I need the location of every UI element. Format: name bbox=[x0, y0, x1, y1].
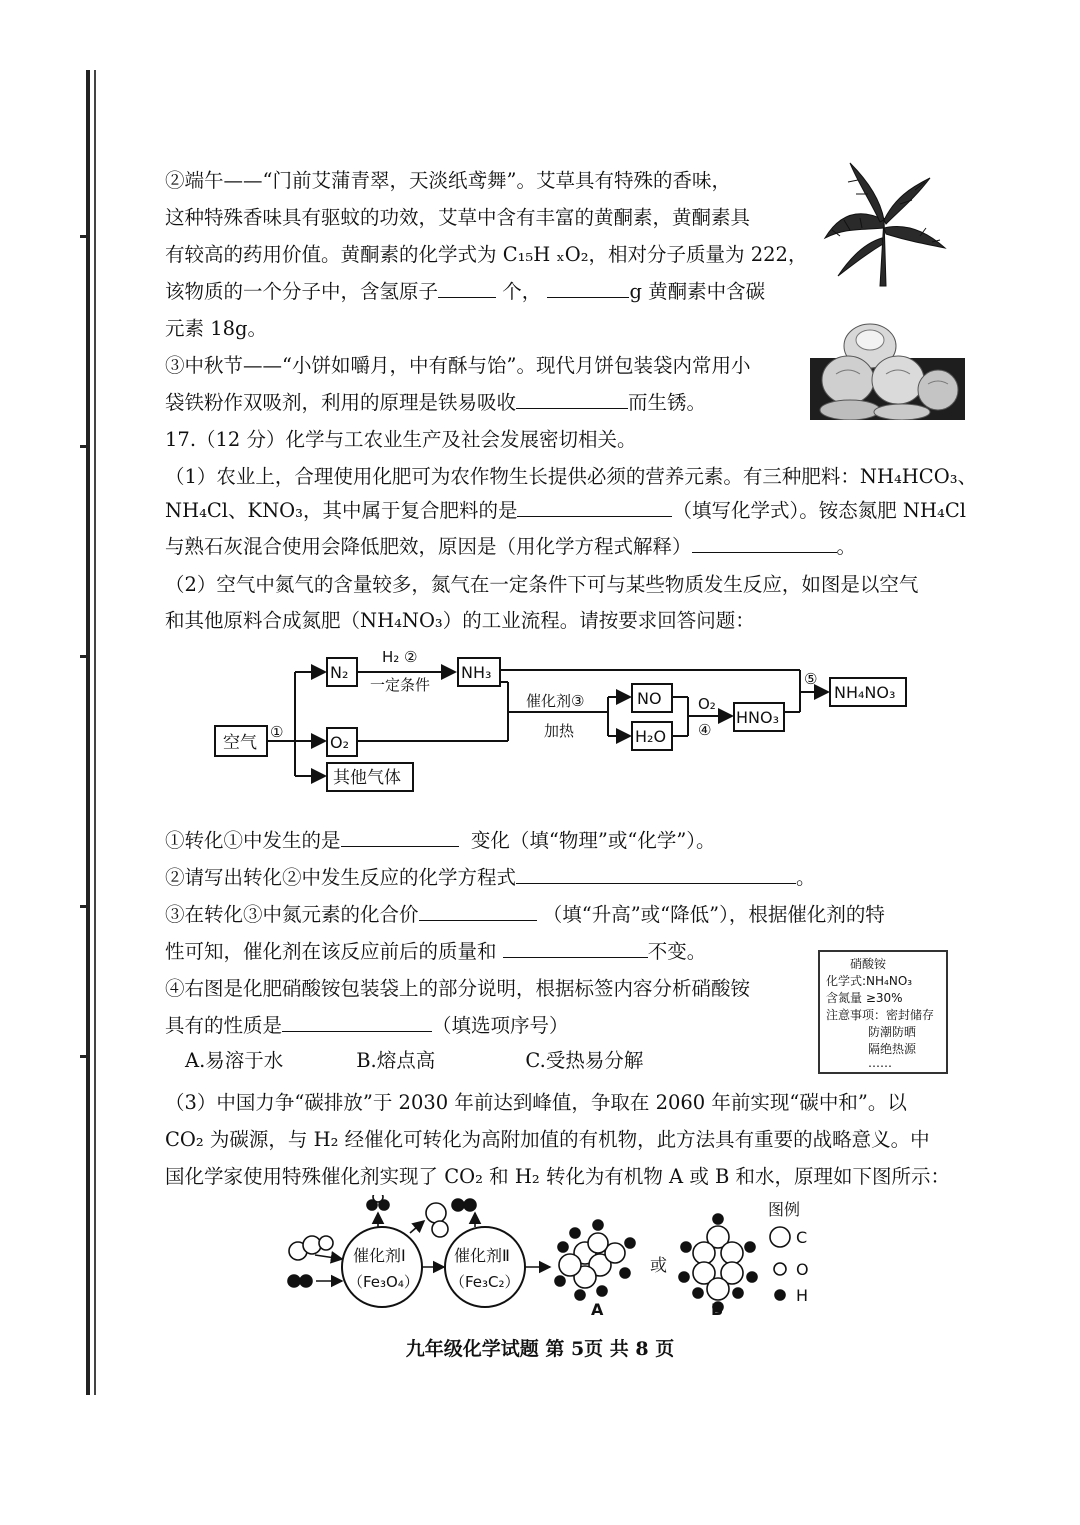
q17-sub1-text: ①转化①中发生的是 bbox=[165, 829, 341, 852]
q17-sub3 bbox=[165, 902, 885, 928]
q17-sub2 bbox=[165, 865, 816, 891]
label-nitrogen: 含氮量 ≥30% bbox=[826, 991, 903, 1005]
answer-blank-mass[interactable] bbox=[547, 279, 629, 298]
q16-p3-line2 bbox=[165, 390, 706, 416]
q17-part3-line2: CO₂ 为碳源，与 H₂ 经催化可转化为高附加值的有机物，此方法具有重要的战略意义。中 bbox=[165, 1128, 930, 1151]
flow-o2: O₂ bbox=[330, 733, 350, 752]
q17-sub1 bbox=[165, 828, 716, 854]
q17-part2-line2: 和其他原料合成氮肥（NH₄NO₃）的工业流程。请按要求回答问题： bbox=[165, 609, 755, 632]
q17-part1-line3-text: 与熟石灰混合使用会降低肥效，原因是（用化学方程式解释） bbox=[165, 535, 692, 558]
q17-sub1-end: 变化（填“物理”或“化学”）。 bbox=[470, 829, 716, 852]
fertilizer-label bbox=[818, 950, 948, 1074]
answer-blank-change-type[interactable] bbox=[341, 828, 459, 847]
q17-sub4b-end: （填选项序号） bbox=[432, 1014, 569, 1037]
mugwort-leaf-image bbox=[820, 158, 950, 288]
q16-p2-line2: 这种特殊香味具有驱蚊的功效，艾草中含有丰富的黄酮素，黄酮素具 bbox=[165, 206, 751, 229]
flow-no: NO bbox=[637, 689, 662, 708]
answer-blank-h-count[interactable] bbox=[438, 279, 496, 298]
q17-part1-line2 bbox=[165, 498, 966, 524]
flow-h2o: H₂O bbox=[635, 727, 667, 746]
q16-p3-line2-end: 而生锈。 bbox=[628, 391, 707, 414]
flow-step1: ① bbox=[270, 723, 284, 741]
mol-cat1-name: 催化剂Ⅰ bbox=[353, 1246, 406, 1265]
binding-tick bbox=[80, 235, 90, 238]
page-footer: 九年级化学试题 第 5页 共 8 页 bbox=[405, 1338, 675, 1360]
q16-p2-line4-end: g 黄酮素中含碳 bbox=[629, 280, 766, 303]
mooncake-image bbox=[810, 318, 965, 420]
q17-part2-line1: （2）空气中氮气的含量较多，氮气在一定条件下可与某些物质发生反应，如图是以空气 bbox=[165, 573, 919, 596]
q16-p3-line2-text: 袋铁粉作双吸剂，利用的原理是铁易吸收 bbox=[165, 391, 517, 414]
label-title: 硝酸铵 bbox=[850, 957, 887, 971]
q16-p2-line3: 有较高的药用价值。黄酮素的化学式为 C₁₅H ₓO₂，相对分子质量为 222， bbox=[165, 243, 808, 266]
flow-heat: 加热 bbox=[544, 722, 575, 740]
answer-blank-equation[interactable] bbox=[692, 534, 837, 553]
answer-blank-reaction2[interactable] bbox=[516, 865, 796, 884]
mol-cat2-formula: （Fe₃C₂） bbox=[450, 1273, 520, 1291]
flow-nh4no3: NH₄NO₃ bbox=[834, 683, 896, 702]
q17-part1-line2-end: （填写化学式）。铵态氮肥 NH₄Cl bbox=[672, 499, 966, 522]
option-a: A.易溶于水 bbox=[185, 1049, 284, 1072]
q17-sub3b bbox=[165, 939, 706, 965]
q17-sub3-mid: （填“升高”或“降低”），根据催化剂的特 bbox=[542, 903, 885, 926]
answer-blank-compound-fertilizer[interactable] bbox=[517, 498, 672, 517]
flow-other-gas: 其他气体 bbox=[333, 768, 401, 788]
label-note-2: 防潮防晒 bbox=[868, 1025, 917, 1039]
binding-line bbox=[86, 70, 90, 1395]
binding-tick bbox=[80, 1055, 90, 1058]
mol-label-b: B bbox=[711, 1300, 724, 1319]
q17-part1-line1: （1）农业上，合理使用化肥可为农作物生长提供必须的营养元素。有三种肥料：NH₄HCO₃、 bbox=[165, 465, 978, 488]
flow-cond2: 一定条件 bbox=[370, 676, 431, 694]
q17-sub2-text: ②请写出转化②中发生反应的化学方程式 bbox=[165, 866, 517, 889]
q16-p3-line1: ③中秋节——“小饼如嚼月，中有酥与饴”。现代月饼包装袋内常用小 bbox=[165, 354, 751, 377]
flow-air: 空气 bbox=[223, 733, 257, 753]
flow-n2: N₂ bbox=[330, 663, 349, 682]
q16-p2-line4 bbox=[165, 279, 765, 305]
flow-step4: ④ bbox=[698, 721, 712, 739]
co2-conversion-diagram bbox=[280, 1195, 825, 1325]
q17-sub4b bbox=[165, 1013, 569, 1039]
answer-blank-valence[interactable] bbox=[419, 902, 537, 921]
flow-hno3: HNO₃ bbox=[736, 708, 780, 727]
q17-title: 17.（12 分）化学与工农业生产及社会发展密切相关。 bbox=[165, 428, 637, 451]
flow-o2-label: O₂ bbox=[698, 695, 716, 713]
q17-sub2-end: 。 bbox=[796, 866, 816, 889]
answer-blank-properties[interactable] bbox=[282, 1013, 432, 1032]
q17-part3-line1: （3）中国力争“碳排放”于 2030 年前达到峰值，争取在 2060 年前实现“碳中和”。以 bbox=[165, 1091, 907, 1114]
label-note: 注意事项：密封储存 bbox=[826, 1008, 935, 1022]
q17-part1-line3-end: 。 bbox=[836, 535, 857, 558]
answer-blank-iron[interactable] bbox=[516, 390, 628, 409]
legend-c: C bbox=[796, 1228, 808, 1247]
q17-sub4: ④右图是化肥硝酸铵包装袋上的部分说明，根据标签内容分析硝酸铵 bbox=[165, 977, 751, 1000]
flow-nh3: NH₃ bbox=[461, 663, 492, 682]
options-row bbox=[185, 1048, 643, 1074]
legend-title: 图例 bbox=[768, 1200, 801, 1219]
mol-label-a: A bbox=[591, 1300, 604, 1319]
legend-h: H bbox=[796, 1286, 809, 1305]
q16-p2-line5: 元素 18g。 bbox=[165, 317, 267, 340]
q16-p2-line1: ②端午——“门前艾蒲青翠，天淡纸鸢舞”。艾草具有特殊的香味， bbox=[165, 169, 731, 192]
mol-cat2-name: 催化剂Ⅱ bbox=[454, 1246, 510, 1265]
q17-sub3b-end: 不变。 bbox=[647, 940, 707, 963]
label-formula: 化学式:NH₄NO₃ bbox=[826, 974, 913, 988]
flow-step3: 催化剂③ bbox=[526, 692, 585, 710]
option-c: C.受热易分解 bbox=[525, 1049, 644, 1072]
flow-step2: H₂ ② bbox=[382, 648, 418, 666]
q16-p2-line4-text: 该物质的一个分子中，含氢原子 bbox=[165, 280, 439, 303]
answer-blank-catalyst[interactable] bbox=[503, 939, 648, 958]
binding-tick bbox=[80, 655, 90, 658]
nitrogen-flow-diagram bbox=[210, 642, 920, 797]
label-dots: …… bbox=[868, 1056, 892, 1070]
q17-sub3-text: ③在转化③中氮元素的化合价 bbox=[165, 903, 419, 926]
q16-p2-line4-mid: 个， bbox=[502, 280, 542, 303]
option-b: B.熔点高 bbox=[356, 1049, 436, 1072]
q17-sub3b-text: 性可知，催化剂在该反应前后的质量和 bbox=[165, 940, 497, 963]
binding-tick bbox=[80, 445, 90, 448]
q17-part1-line3 bbox=[165, 534, 856, 560]
mol-or: 或 bbox=[650, 1256, 667, 1276]
q17-part3-line3: 国化学家使用特殊催化剂实现了 CO₂ 和 H₂ 转化为有机物 A 或 B 和水，原理如下图所示： bbox=[165, 1165, 951, 1188]
q17-part1-line2-text: NH₄Cl、KNO₃，其中属于复合肥料的是 bbox=[165, 499, 518, 522]
q17-sub4b-text: 具有的性质是 bbox=[165, 1014, 283, 1037]
legend-o: O bbox=[796, 1260, 809, 1279]
label-note-3: 隔绝热源 bbox=[868, 1042, 917, 1056]
binding-tick bbox=[80, 905, 90, 908]
flow-step5: ⑤ bbox=[804, 670, 818, 688]
binding-line-inner bbox=[94, 70, 96, 1395]
mol-cat1-formula: （Fe₃O₄） bbox=[348, 1273, 419, 1291]
